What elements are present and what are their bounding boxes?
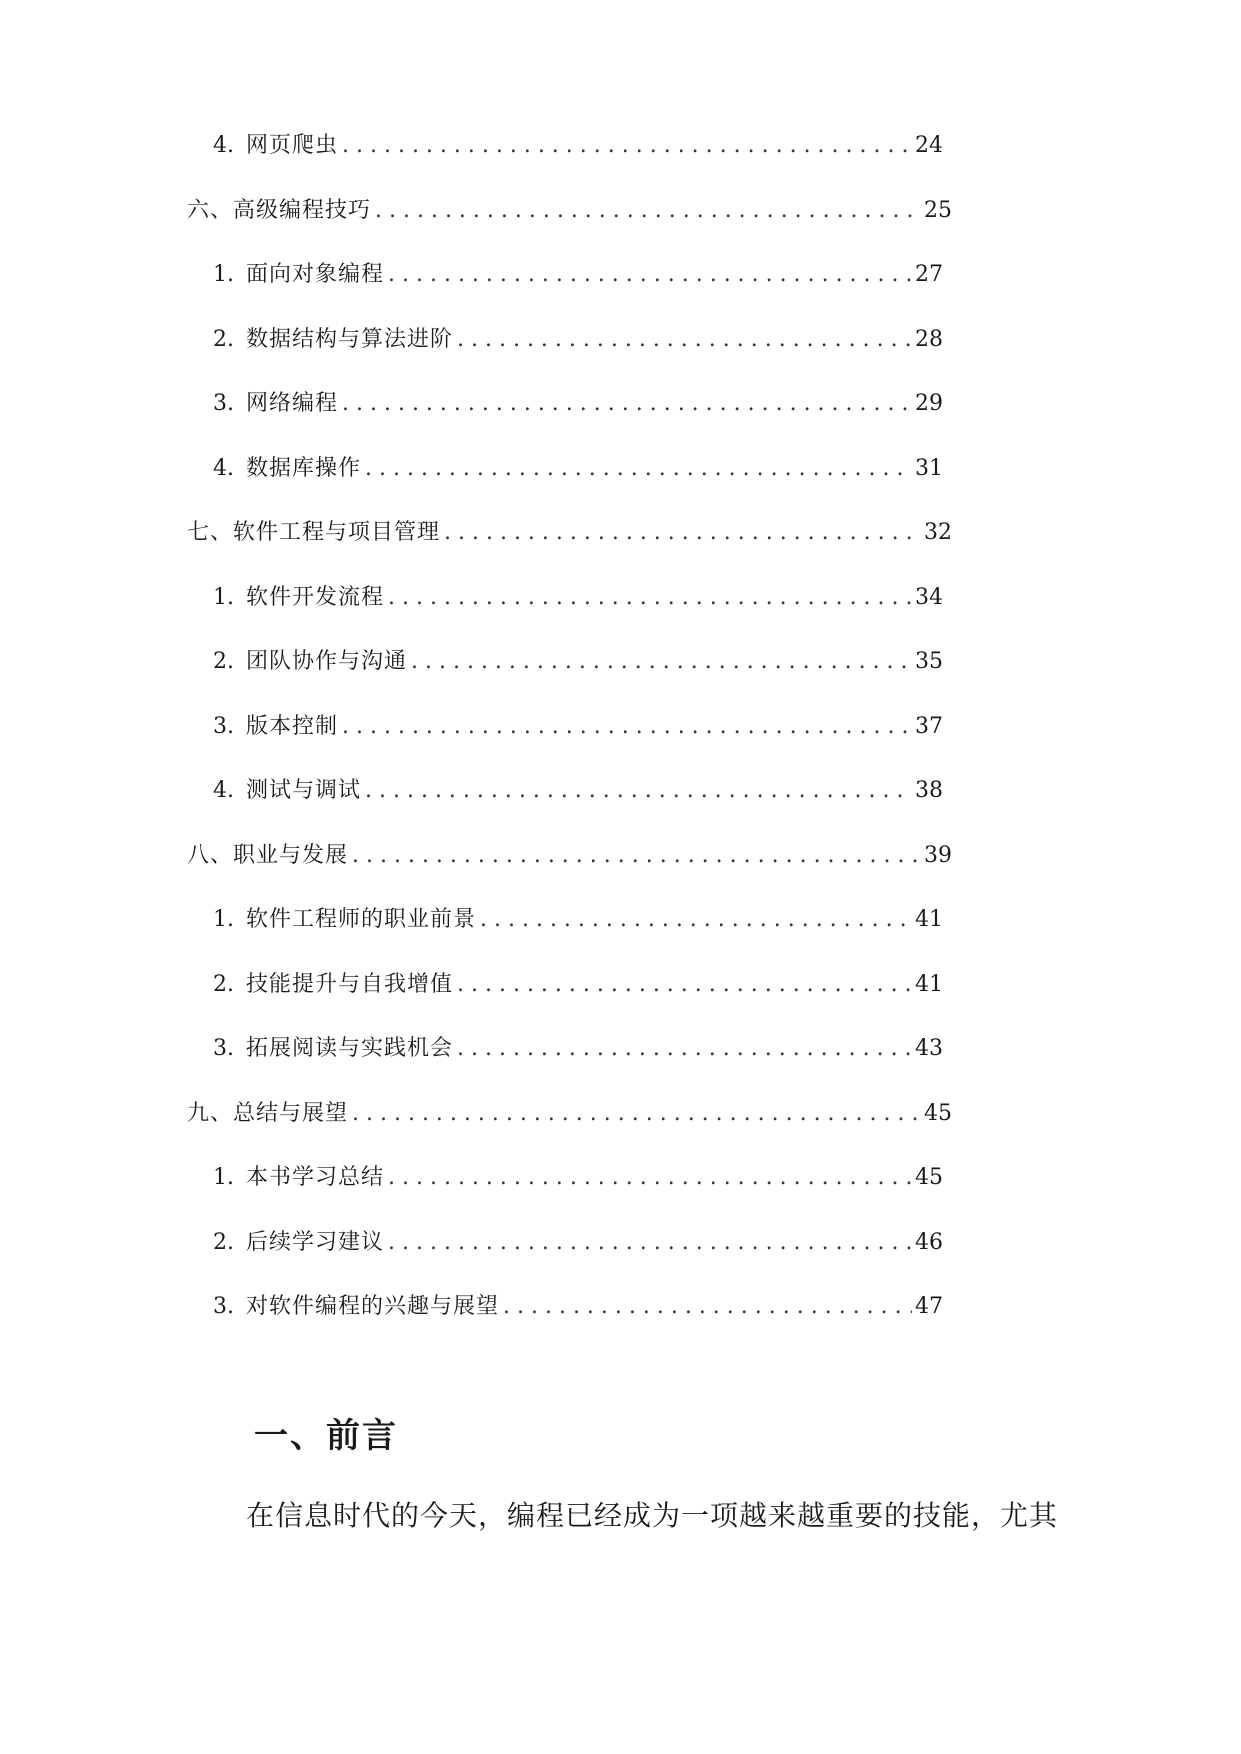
toc-entry-title: 软件开发流程: [246, 584, 385, 610]
toc-page-number: 46: [915, 1229, 943, 1255]
toc-entry-number: 2.: [213, 326, 234, 352]
toc-page-number: 34: [915, 584, 943, 610]
toc-entry-number: 4.: [213, 455, 234, 481]
toc-entry-title: 网络编程: [246, 391, 339, 416]
toc-entry-title: 软件工程师的职业前景: [246, 907, 477, 932]
toc-entry-title: 技能提升与自我增值: [246, 971, 454, 997]
toc-entry-number: 4.: [213, 133, 234, 158]
toc-page-number: 47: [915, 1294, 943, 1319]
section-paragraph: 在信息时代的今天，编程已经成为一项越来越重要的技能，尤其: [246, 1499, 1059, 1532]
toc-dot-leader: [365, 449, 912, 489]
toc-page-number: 35: [915, 649, 943, 674]
toc-entry-title: 团队协作与沟通: [246, 649, 408, 674]
toc-entry-number: 2.: [213, 649, 234, 674]
toc-page-number: 38: [915, 778, 943, 803]
toc-entry-number: 3.: [213, 391, 234, 416]
section-heading: 一、前言: [254, 1416, 398, 1456]
toc-dot-leader: [503, 1287, 912, 1327]
toc-dot-leader: [411, 642, 912, 682]
toc-section-entry[interactable]: [213, 900, 943, 940]
toc-entry-number: 2.: [213, 971, 234, 997]
toc-page-number: 24: [915, 133, 943, 158]
toc-entry-number: 1.: [213, 262, 234, 287]
toc-dot-leader: [342, 384, 912, 424]
toc-entry-number: 4.: [213, 778, 234, 803]
toc-page-number: 37: [915, 713, 943, 739]
toc-dot-leader: [388, 255, 912, 295]
toc-entry-title: 对软件编程的兴趣与展望: [246, 1294, 500, 1319]
toc-entry-title: 六、高级编程技巧: [187, 197, 372, 223]
toc-page-number: 41: [915, 971, 943, 997]
toc-entry-title: 八、职业与发展: [187, 842, 349, 868]
toc-chapter-entry[interactable]: [187, 513, 952, 553]
toc-section-entry[interactable]: [213, 1223, 943, 1263]
toc-chapter-entry[interactable]: [187, 836, 952, 876]
toc-entry-title: 数据结构与算法进阶: [246, 326, 454, 352]
toc-dot-leader: [457, 965, 912, 1005]
toc-section-entry[interactable]: [213, 1287, 943, 1327]
toc-entry-number: 3.: [213, 1036, 234, 1061]
toc-section-entry[interactable]: [213, 255, 943, 295]
toc-entry-title: 七、软件工程与项目管理: [187, 520, 441, 545]
toc-section-entry[interactable]: [213, 1158, 943, 1198]
toc-page-number: 29: [915, 391, 943, 416]
toc-page-number: 45: [924, 1100, 952, 1126]
toc-page-number: 28: [915, 326, 943, 352]
toc-section-entry[interactable]: [213, 449, 943, 489]
toc-entry-title: 测试与调试: [246, 778, 362, 803]
toc-page-number: 41: [915, 907, 943, 932]
toc-chapter-entry[interactable]: [187, 1094, 952, 1134]
toc-page-number: 39: [924, 842, 952, 868]
toc-section-entry[interactable]: [213, 965, 943, 1005]
toc-dot-leader: [342, 707, 912, 747]
toc-page-number: 27: [915, 262, 943, 287]
toc-entry-title: 本书学习总结: [246, 1165, 385, 1190]
toc-entry-title: 后续学习建议: [246, 1229, 385, 1255]
toc-entry-number: 3.: [213, 713, 234, 739]
toc-dot-leader: [457, 320, 912, 360]
toc-page-number: 45: [915, 1165, 943, 1190]
toc-section-entry[interactable]: [213, 1029, 943, 1069]
toc-page-number: 32: [924, 520, 952, 545]
toc-section-entry[interactable]: [213, 320, 943, 360]
toc-entry-title: 九、总结与展望: [187, 1100, 349, 1126]
toc-section-entry[interactable]: [213, 642, 943, 682]
toc-page-number: 25: [924, 197, 952, 223]
toc-section-entry[interactable]: [213, 384, 943, 424]
toc-entry-title: 数据库操作: [246, 455, 362, 481]
toc-dot-leader: [388, 1223, 912, 1263]
toc-entry-title: 拓展阅读与实践机会: [246, 1036, 454, 1061]
toc-page-number: 31: [915, 455, 943, 481]
toc-dot-leader: [365, 771, 912, 811]
toc-chapter-entry[interactable]: [187, 191, 952, 231]
toc-entry-title: 网页爬虫: [246, 133, 339, 158]
toc-section-entry[interactable]: [213, 771, 943, 811]
toc-dot-leader: [342, 126, 912, 166]
toc-section-entry[interactable]: [213, 126, 943, 166]
toc-dot-leader: [352, 1094, 921, 1134]
toc-entry-title: 面向对象编程: [246, 262, 385, 287]
toc-section-entry[interactable]: [213, 578, 943, 618]
toc-page-number: 43: [915, 1036, 943, 1061]
toc-dot-leader: [388, 578, 912, 618]
toc-dot-leader: [444, 513, 921, 553]
toc-dot-leader: [480, 900, 912, 940]
toc-entry-title: 版本控制: [246, 713, 339, 739]
toc-dot-leader: [457, 1029, 912, 1069]
toc-entry-number: 2.: [213, 1229, 234, 1255]
toc-dot-leader: [388, 1158, 912, 1198]
toc-entry-number: 3.: [213, 1294, 234, 1319]
toc-dot-leader: [375, 191, 921, 231]
toc-entry-number: 1.: [213, 1165, 234, 1190]
toc-entry-number: 1.: [213, 584, 234, 610]
toc-section-entry[interactable]: [213, 707, 943, 747]
toc-dot-leader: [352, 836, 921, 876]
toc-entry-number: 1.: [213, 907, 234, 932]
